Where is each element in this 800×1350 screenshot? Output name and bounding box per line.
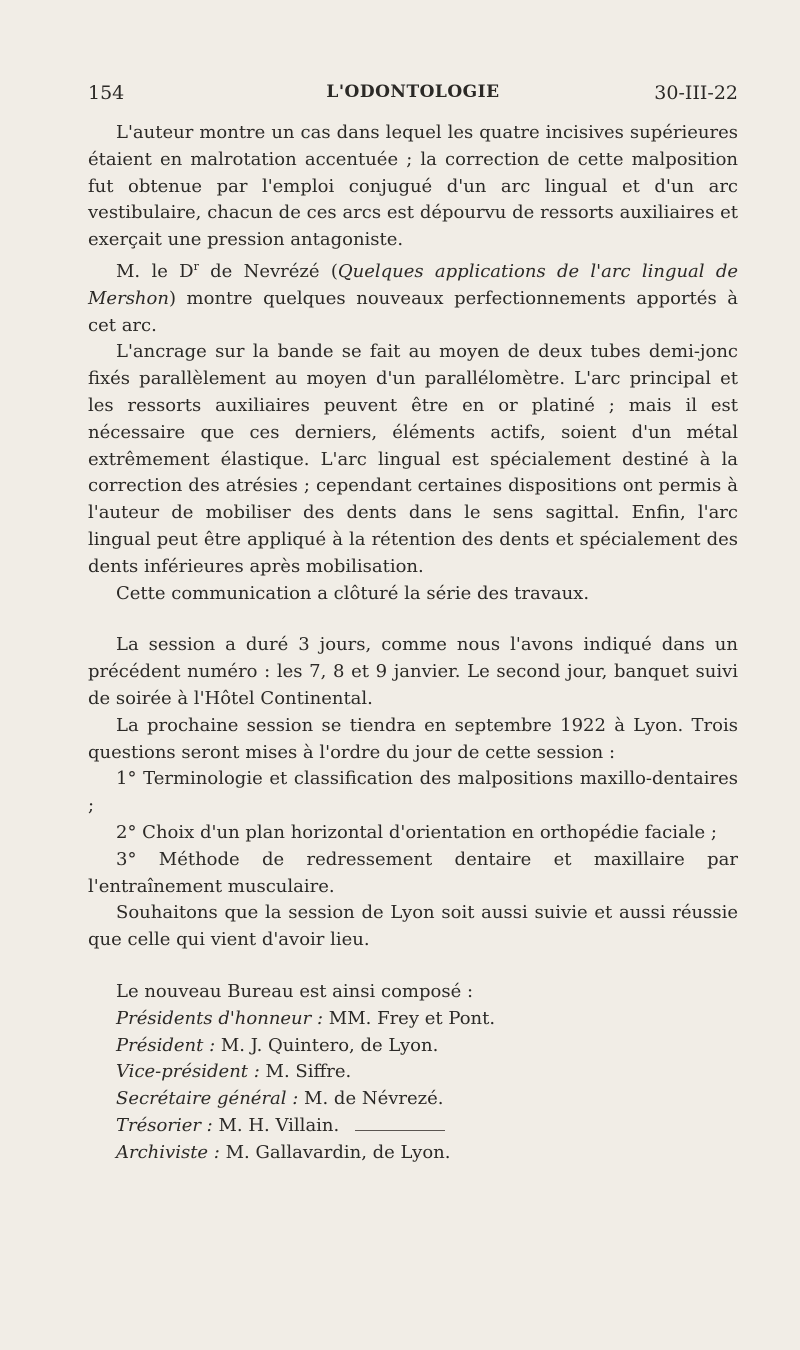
- paragraph: L'ancrage sur la bande se fait au moyen de deux tubes demi-jonc fixés parallèlement au moyen d'un parallélomètre. L'arc principal et les ressorts auxiliaires peuvent être en or platiné ; mais il est nécessaire que ces derniers, éléments actifs, soient d'un métal extrêmement élastique. L'arc lingual est spécialement destiné à la correction des atrésies ; cependant certaines dispositions ont permis à l'auteur de mobiliser des dents dans le sens sagittal. Enfin, l'arc lingual peut être appliqué à la rétention des dents et spécialement des dents inférieures après mobilisation.: [88, 341, 738, 577]
- paragraph: Souhaitons que la session de Lyon soit aussi suivie et aussi réussie que celle qui vient d'avoir lieu.: [88, 902, 738, 951]
- cited-title: Quelques applications de l'arc lingual de Mershon: [88, 260, 739, 309]
- bureau-member: Président : M. J. Quintero, de Lyon.: [116, 1034, 439, 1056]
- paragraph-nevreze: M. le $D^r$ de Nevrézé (Quelques applications de l'arc lingual de Mershon) montre quelques nouveaux perfectionnements apportés à cet arc.: [88, 259, 739, 336]
- bureau-member: Présidents d'honneur : MM. Frey et Pont.: [116, 1007, 496, 1029]
- bureau-member: Vice-président : M. Siffre.: [116, 1061, 352, 1083]
- page-header: [88, 82, 738, 112]
- bureau-list: [88, 979, 738, 1167]
- article-body: [88, 120, 738, 1166]
- bureau-member: Trésorier : M. H. Villain.: [116, 1114, 340, 1136]
- list-item: 1° Terminologie et classification des malpositions maxillo-dentaires ;: [88, 768, 738, 817]
- bureau-member: Secrétaire général : M. de Névrezé.: [116, 1088, 444, 1110]
- page-number: 154: [88, 82, 125, 104]
- running-title: L'ODONTOLOGIE: [326, 82, 500, 102]
- issue-date: 30-III-22: [654, 82, 738, 104]
- list-item: 2° Choix d'un plan horizontal d'orientation en orthopédie faciale ;: [116, 821, 717, 843]
- paragraph: Cette communication a clôturé la série des travaux.: [116, 582, 590, 604]
- paragraph: La session a duré 3 jours, comme nous l'avons indiqué dans un précédent numéro : les 7, 8 et 9 janvier. Le second jour, banquet suivi de soirée à l'Hôtel Continental.: [88, 634, 738, 709]
- paragraph: La prochaine session se tiendra en septembre 1922 à Lyon. Trois questions seront mises à l'ordre du jour de cette session :: [88, 714, 738, 763]
- bureau-intro: Le nouveau Bureau est ainsi composé :: [116, 980, 474, 1002]
- paragraph: L'auteur montre un cas dans lequel les quatre incisives supérieures étaient en malrotation accentuée ; la correction de cette malposition fut obtenue par l'emploi conjugué d'un arc lingual et d'un arc vestibulaire, chacun de ces arcs est dépourvu de ressorts auxiliaires et exerçait une pression antagoniste.: [88, 122, 738, 251]
- end-rule: [355, 1130, 445, 1131]
- list-item: 3° Méthode de redressement dentaire et maxillaire par l'entraînement musculaire.: [88, 848, 738, 897]
- bureau-member: Archiviste : M. Gallavardin, de Lyon.: [116, 1141, 451, 1163]
